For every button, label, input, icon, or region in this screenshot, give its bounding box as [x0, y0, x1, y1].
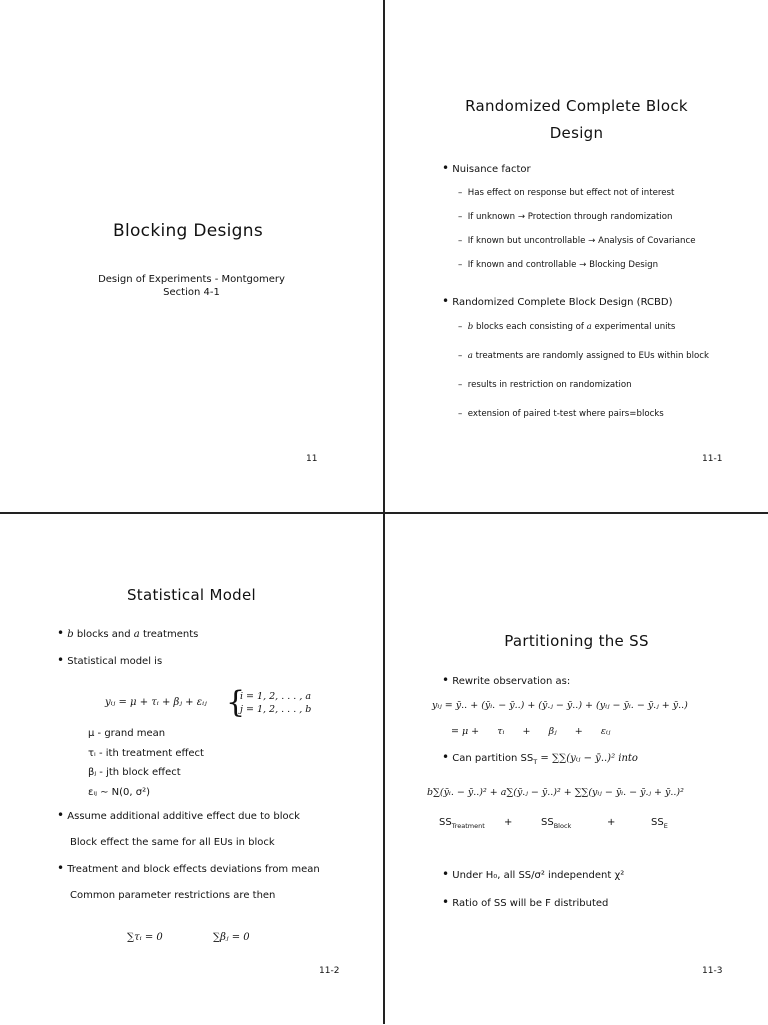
slide2-title-line2: Design: [549, 124, 604, 142]
bullet-text: Ratio of SS will be F distributed: [452, 898, 609, 909]
bullet-text: Assume additional additive effect due to block: [67, 811, 300, 822]
bullet-independent: • Under H₀, all SS/σ² independent χ²: [442, 867, 625, 881]
subscript: E: [663, 822, 668, 830]
ss-label: SS: [439, 817, 452, 828]
page-number: 11-2: [319, 966, 340, 976]
index-i: i = 1, 2, . . . , a: [240, 691, 312, 702]
var-b: b: [467, 322, 474, 332]
bullet-rewrite: • Rewrite observation as:: [442, 673, 571, 687]
sub-bullet-text: extension of paired t-test where pairs=blocks: [467, 409, 664, 419]
sub-bullet: – b blocks each consisting of a experimental units: [458, 322, 676, 332]
bullet-text: Statistical model is: [67, 656, 163, 667]
sub-bullet: – results in restriction on randomization: [458, 380, 632, 390]
plus-sign: +: [504, 817, 513, 828]
ss-label: SS: [541, 817, 554, 828]
restriction-beta: ∑βⱼ = 0: [213, 932, 250, 943]
sub-bullet-text: treatments are randomly assigned to EUs within block: [475, 351, 709, 361]
ss-treatment: [439, 817, 485, 830]
slide-statistical-model: [0, 514, 383, 1025]
slide-blocking-designs: [0, 0, 383, 511]
slide3-title: Statistical Model: [126, 586, 257, 604]
sub-bullet-text: Has effect on response but effect not of interest: [467, 188, 675, 198]
sub-bullet: – extension of paired t-test where pairs=blocks: [458, 409, 664, 419]
sub-bullet-text: If unknown → Protection through randomization: [467, 212, 673, 222]
def-beta: βⱼ - jth block effect: [88, 767, 181, 778]
model-definitions: [88, 724, 204, 802]
sub-bullet-text: If known but uncontrollable → Analysis of Covariance: [467, 236, 696, 246]
sub-bullet: – If known and controllable → Blocking Design: [458, 260, 659, 270]
page-number: 11: [306, 454, 318, 464]
bullet-text: blocks and: [76, 629, 131, 640]
bullet-additive: • Assume additional additive effect due to block: [57, 808, 300, 822]
bullet-text: Randomized Complete Block Design (RCBD): [452, 297, 673, 308]
def-eps: εᵢⱼ ∼ N(0, σ²): [88, 786, 151, 798]
slide-rcbd: [385, 0, 768, 511]
sub-bullet-text: experimental units: [594, 322, 676, 332]
ss-block: [541, 817, 571, 830]
slide4-title: Partitioning the SS: [504, 632, 649, 650]
bullet-f-distributed: • Ratio of SS will be F distributed: [442, 895, 609, 909]
page-number: 11-1: [702, 454, 723, 464]
def-mu: μ - grand mean: [88, 728, 166, 739]
sub-bullet-text: blocks each consisting of: [476, 322, 584, 332]
bullet-rcbd: • Randomized Complete Block Design (RCBD): [442, 294, 673, 308]
slide2-title-line1: Randomized Complete Block: [465, 97, 688, 115]
index-j: j = 1, 2, . . . , b: [240, 704, 312, 715]
model-indices: [240, 690, 311, 716]
slide1-subtitle: [0, 273, 383, 299]
slide1-subtitle-line1: Design of Experiments - Montgomery: [98, 274, 285, 285]
sub-bullet: – If known but uncontrollable → Analysis of Covariance: [458, 236, 696, 246]
var-b: b: [67, 629, 74, 640]
bullet-text: Nuisance factor: [452, 164, 531, 175]
bullet-text: Treatment and block effects deviations from mean: [67, 864, 320, 875]
slide-partitioning-ss: [385, 514, 768, 1025]
bullet-text: Rewrite observation as:: [452, 676, 571, 687]
bullet-text: Can partition SS: [452, 753, 534, 764]
bullet-text: = ∑∑(yᵢⱼ − ȳ..)² into: [540, 753, 638, 764]
sub-bullet-text: results in restriction on randomization: [467, 380, 632, 390]
bullet-text: treatments: [142, 629, 199, 640]
sub-bullet: – Has effect on response but effect not of interest: [458, 188, 675, 198]
equation-partition: b∑(ȳᵢ. − ȳ..)² + a∑(ȳ.ⱼ − ȳ..)² + ∑∑(yᵢⱼ − ȳᵢ. − ȳ.ⱼ + ȳ..)²: [427, 787, 684, 798]
slide1-subtitle-line2: Section 4-1: [163, 287, 220, 298]
bullet-nuisance: • Nuisance factor: [442, 161, 531, 175]
ss-label: SS: [651, 817, 664, 828]
ss-error: [651, 817, 668, 830]
plus-sign: +: [607, 817, 616, 828]
equation-components: = μ + τᵢ + βⱼ + εᵢⱼ: [451, 726, 611, 737]
var-a: a: [586, 322, 592, 332]
bullet-deviations: • Treatment and block effects deviations from mean: [57, 861, 320, 875]
sub-bullet-text: If known and controllable → Blocking Design: [467, 260, 659, 270]
bullet-text: Under H₀, all SS/σ² independent χ²: [452, 870, 625, 881]
bullet-blocks-treatments: • b blocks and a treatments: [57, 626, 199, 640]
var-a: a: [133, 629, 140, 640]
sub-bullet: – a treatments are randomly assigned to EUs within block: [458, 351, 709, 361]
slide1-title: Blocking Designs: [112, 221, 264, 241]
bullet-partition: • Can partition $SS_T$ = ∑∑(yᵢⱼ − ȳ..)² into: [442, 750, 638, 766]
bullet-continuation: Block effect the same for all EUs in block: [70, 837, 275, 848]
def-tau: τᵢ - ith treatment effect: [88, 747, 204, 759]
subscript: T: [533, 758, 538, 766]
page-number: 11-3: [702, 966, 723, 976]
bullet-continuation: Common parameter restrictions are then: [70, 890, 276, 901]
sub-bullet: – If unknown → Protection through randomization: [458, 212, 673, 222]
slide2-title: [385, 93, 768, 147]
var-a: a: [467, 351, 473, 361]
equation-decomposition: yᵢⱼ = ȳ.. + (ȳᵢ. − ȳ..) + (ȳ.ⱼ − ȳ..) + (yᵢⱼ − ȳᵢ. − ȳ.ⱼ + ȳ..): [432, 700, 688, 711]
subscript: Treatment: [451, 822, 485, 830]
brace: {: [226, 685, 246, 720]
restriction-tau: ∑τᵢ = 0: [127, 932, 163, 943]
subscript: Block: [553, 822, 572, 830]
model-equation: yᵢⱼ = μ + τᵢ + βⱼ + εᵢⱼ: [105, 697, 207, 708]
bullet-model: • Statistical model is: [57, 653, 163, 667]
